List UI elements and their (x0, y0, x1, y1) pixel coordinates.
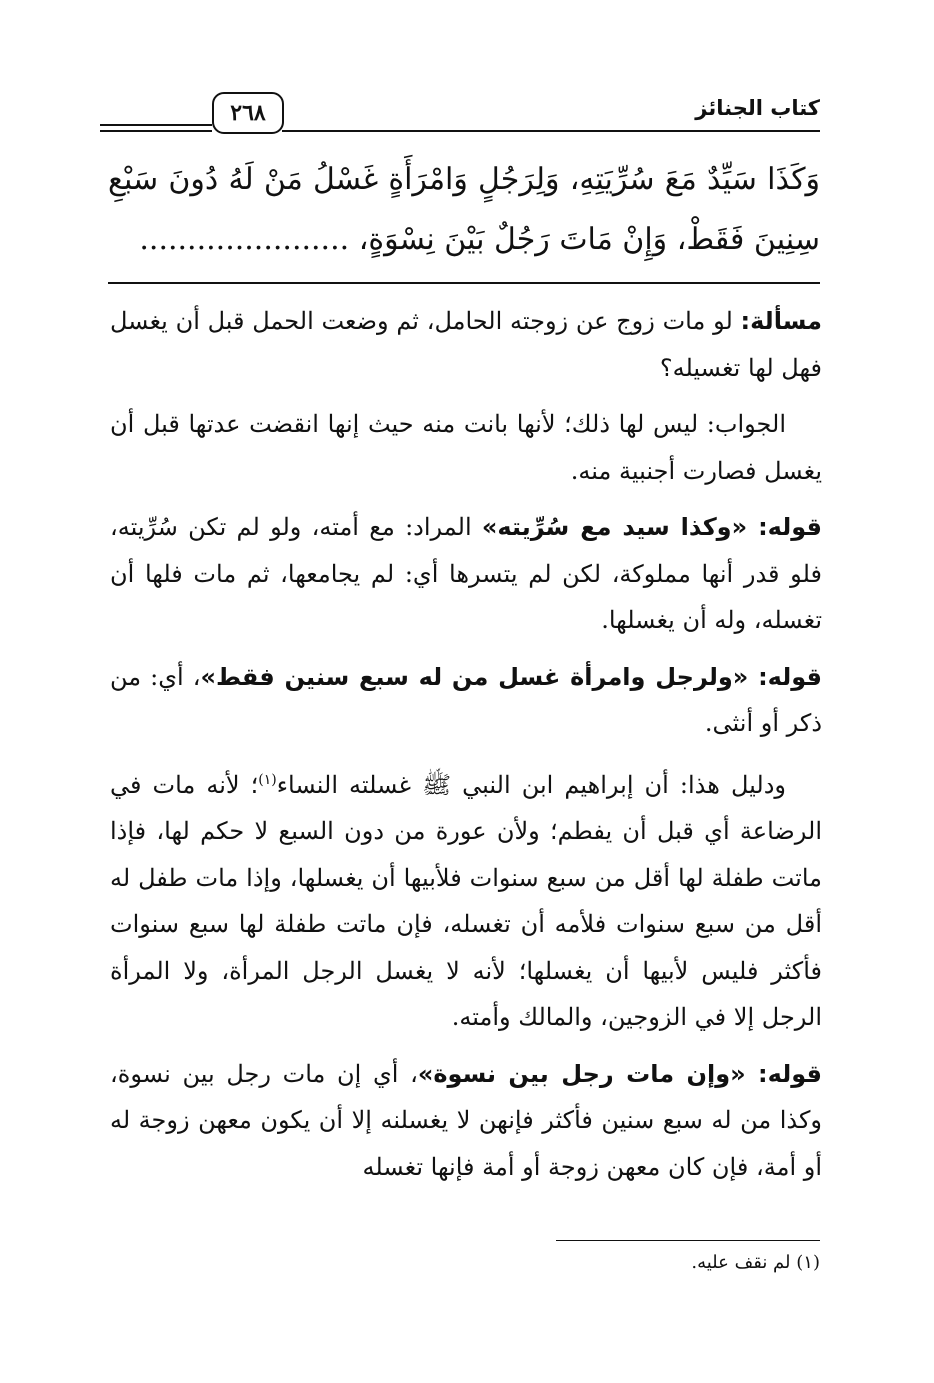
paragraph (110, 654, 822, 747)
header-rule (100, 130, 212, 132)
paragraph (110, 298, 822, 391)
quoted-matn: «وإن مات رجل بين نسوة» (417, 1059, 759, 1088)
footnote (500, 1252, 820, 1273)
paragraph-text: ، أي إن مات رجل بين نسوة، وكذا من له سبع سنين فأكثر فإنهن لا يغسلنه إلا أن يكون معهن زوجة له أو أمة، فإن كان معهن زوجة أو أمة فإنها تغسله (110, 1059, 822, 1181)
matn-text: وَكَذَا سَيِّدٌ مَعَ سُرِّيَتِهِ، وَلِرَجُلٍ وَامْرَأَةٍ غَسْلُ مَنْ لَهُ دُونَ سَبْعِ سِنِينَ فَقَطْ، وَإِنْ مَاتَ رَجُلٌ بَيْنَ نِسْوَةٍ، ...................... (108, 162, 820, 257)
footnote-text: لم نقف عليه. (691, 1252, 791, 1273)
paragraph (110, 401, 822, 494)
title-underline (708, 130, 820, 132)
quoted-matn: «وكذا سيد مع سُرِّيته» (481, 513, 759, 541)
footnote-divider (556, 1240, 820, 1241)
paragraph-lead: قوله: (758, 513, 822, 541)
paragraph-text: ، أي: من ذكر أو أنثى. (110, 662, 822, 737)
page-header (100, 92, 820, 148)
book-title: كتاب الجنائز (695, 96, 820, 120)
footnote-number: (١) (796, 1252, 820, 1273)
header-rule (282, 130, 708, 132)
commentary (110, 298, 822, 1200)
footnote-marker: (١) (258, 771, 277, 788)
page-number: ٢٦٨ (212, 92, 284, 134)
header-rule (100, 124, 212, 126)
paragraph-text: ؛ لأنه مات في الرضاعة أي قبل أن يفطم؛ ولأن عورة من دون السبع لا حكم لها، فإذا ماتت طفلة لها أقل من سبع سنوات فلأبيها أن يغسلها، وإذا مات طفل له أقل من سبع سنوات فلأمه أن تغسله، فإن ماتت طفلة لها سبع سنوات فأكثر فليس لأبيها أن يغسلها؛ لأنه لا يغسل الرجل المرأة، ولا المرأة الرجل إلا في الزوجين، والمالك وأمته. (110, 770, 822, 1031)
paragraph (110, 504, 822, 644)
paragraph-text: المراد: مع أمته، ولو لم تكن سُرِّيته، فلو قدر أنها مملوكة، لكن لم يتسرها أي: لم يجامعها، ثم مات فلها أن تغسله، وله أن يغسلها. (110, 513, 822, 634)
quoted-matn: «ولرجل وامرأة غسل من له سبع سنين فقط» (200, 662, 759, 691)
paragraph (110, 1051, 822, 1191)
paragraph (110, 757, 822, 1041)
paragraph-lead: مسألة: (740, 307, 822, 335)
paragraph-lead: قوله: (758, 1059, 822, 1088)
paragraph-text: ودليل هذا: أن إبراهيم ابن النبي ﷺ غسلته النساء (276, 770, 786, 799)
paragraph-text: الجواب: ليس لها ذلك؛ لأنها بانت منه حيث إنها انقضت عدتها قبل أن يغسل فصارت أجنبية منه. (110, 410, 822, 485)
paragraph-lead: قوله: (758, 662, 823, 691)
matn-divider (108, 282, 820, 284)
paragraph-text: لو مات زوج عن زوجته الحامل، ثم وضعت الحمل قبل أن يغسل فهل لها تغسيله؟ (110, 307, 822, 382)
